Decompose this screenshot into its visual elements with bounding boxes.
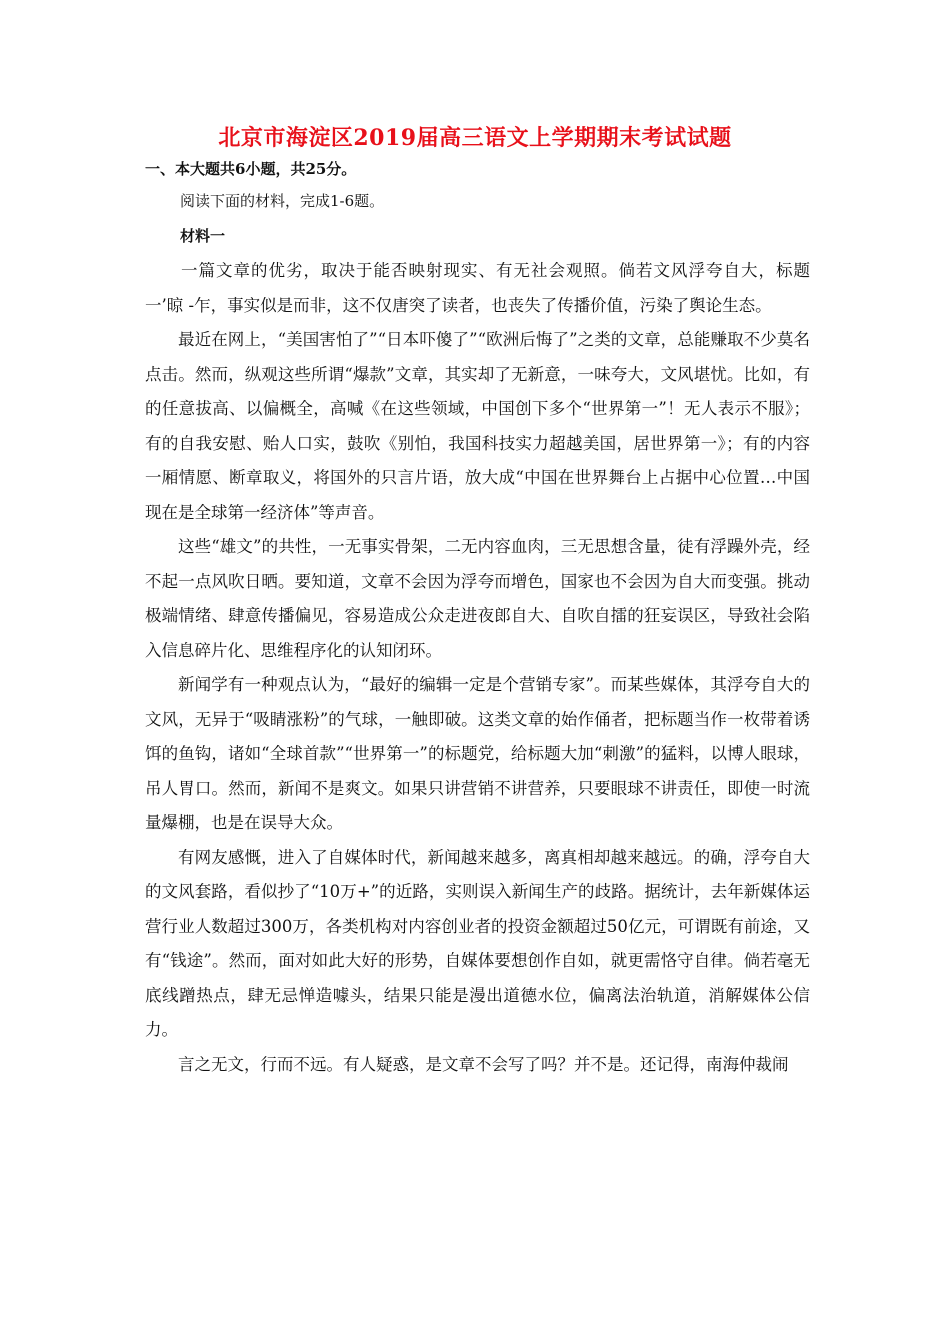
reading-instruction: 阅读下面的材料，完成1-6题。 xyxy=(180,192,385,210)
section-heading: 一、本大题共6小题，共25分。 xyxy=(145,160,357,178)
paragraph: 这些“雄文”的共性，一无事实骨架，二无内容血肉，三无思想含量，徒有浮躁外壳，经不起一点风吹日晒。要知道，文章不会因为浮夸而增色，国家也不会因为自大而变强。挑动极端情绪、肆意传播偏见，容易造成公众走进夜郎自大、自吹自擂的狂妄误区，导致社会陷入信息碎片化、思维程序化的认知闭环。 xyxy=(145,537,810,660)
document-title: 北京市海淀区2019届高三语文上学期期末考试试题 xyxy=(218,125,732,151)
paragraph: 一篇文章的优劣，取决于能否映射现实、有无社会观照。倘若文风浮夸自大，标题一’晾 -乍，事实似是而非，这不仅唐突了读者，也丧失了传播价值，污染了舆论生态。 xyxy=(145,261,810,315)
paragraph: 有网友感慨，进入了自媒体时代，新闻越来越多，离真相却越来越远。的确，浮夸自大的文风套路，看似抄了“10万+”的近路，实则误入新闻生产的歧路。据统计，去年新媒体运营行业人数超过300万，各类机构对内容创业者的投资金额超过50亿元，可谓既有前途，又有“钱途”。然而，面对如此大好的形势，自媒体要想创作自如，就更需恪守自律。倘若毫无底线蹭热点，肆无忌惮造噱头，结果只能是漫出道德水位，偏离法治轨道，消解媒体公信力。 xyxy=(145,847,810,1039)
article-body xyxy=(145,254,810,1082)
material-label: 材料一 xyxy=(180,227,226,245)
paragraph: 言之无文，行而不远。有人疑惑，是文章不会写了吗？并不是。还记得，南海仲裁闹 xyxy=(178,1054,789,1074)
paragraph: 新闻学有一种观点认为，“最好的编辑一定是个营销专家”。而某些媒体，其浮夸自大的文风，无异于“吸睛涨粉”的气球，一触即破。这类文章的始作俑者，把标题当作一枚带着诱饵的鱼钩，诸如“全球首款”“世界第一”的标题党，给标题大加“刺激”的猛料，以博人眼球，吊人胃口。然而，新闻不是爽文。如果只讲营销不讲营养，只要眼球不讲责任，即使一时流量爆棚，也是在误导大众。 xyxy=(145,675,810,832)
paragraph: 最近在网上，“美国害怕了”“日本吓傻了”“欧洲后悔了”之类的文章，总能赚取不少莫名点击。然而，纵观这些所谓“爆款”文章，其实却了无新意，一味夸大，文风堪忧。比如，有的任意拔高、以偏概全，高喊《在这些领域，中国创下多个“世界第一”！无人表示不服》；有的自我安慰、贻人口实，鼓吹《别怕，我国科技实力超越美国，居世界第一》；有的内容一厢情愿、断章取义，将国外的只言片语，放大成“中国在世界舞台上占据中心位置…中国现在是全球第一经济体”等声音。 xyxy=(145,330,810,522)
